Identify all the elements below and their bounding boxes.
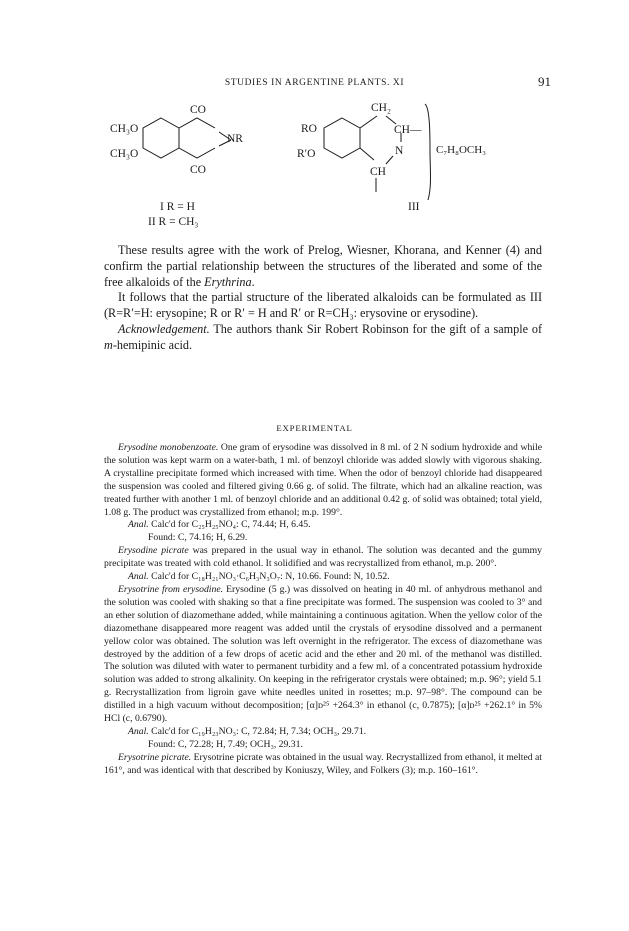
body-text: [104, 243, 542, 354]
erythrina-genus: Erythrina: [204, 274, 252, 289]
paragraph-structure: It follows that the partial structure of the liberated alkaloids can be formulated as III (R=R′=H: erysopine; R or R′ = H and R′ or R=CH₃: erysovine or erysodine).: [104, 290, 542, 321]
running-head: STUDIES IN ARGENTINE PLANTS. XI: [224, 78, 405, 88]
experimental-section: [104, 442, 542, 778]
left-top-co: CO: [190, 104, 206, 116]
structures-svg: [108, 96, 528, 256]
legend-iii: III: [408, 201, 420, 213]
right-side-chain: C₇H₈OCH₃: [436, 144, 487, 156]
structure-iii: [297, 102, 486, 213]
anal-2: Anal. Calc'd for C₁₈H₂₁NO₃·C₆H₃N₃O₇: N, 10.66. Found: N, 10.52.: [128, 571, 390, 583]
structure-i-ii: [110, 104, 243, 228]
left-benzene-ring: [143, 118, 179, 158]
anal-3: Anal. Calc'd for C₁₉H₂₃NO₃: C, 72.84; H, 7.34; OCH₃, 29.71.: [128, 725, 367, 737]
right-ch: CH—: [394, 124, 422, 136]
left-bottom-co: CO: [190, 164, 206, 176]
right-hetero-ring: [360, 116, 377, 128]
right-r-prime-o: R′O: [297, 148, 316, 160]
monobenzoate-paragraph: Erysodine monobenzoate. One gram of erysodine was dissolved in 8 ml. of 2 N sodium hydroxide and while the solution was kept warm on a water-bath, 1 ml. of benzoyl chloride was added slowly with vigorous shaking. A crystalline precipitate formed which increased with time. When the odor of benzoyl chloride had disappeared the suspension was cooled and filtered giving 0.66 g. of solid. The filtrate, which had an alkaline reaction, was treated further with another 1 ml. of benzoyl chloride and an additional 0.42 g. of solid was obtained; total yield, 1.08 g. The product was crystallized from ethanol; m.p. 199°.: [104, 442, 542, 518]
right-n: N: [395, 145, 404, 157]
page-number: 91: [538, 74, 551, 89]
paragraph-results: These results agree with the work of Prelog, Wiesner, Khorana, and Kenner (4) and confirm the partial relationship between the structures of the liberated and some of the free alkaloids of the Erythrina.: [104, 243, 542, 289]
erysotrine-paragraph: Erysotrine from erysodine. Erysodine (5 g.) was dissolved on heating in 40 ml. of anhydrous methanol and the solution was cooled with shaking so that a fine precipitate was formed. The suspension was cooled to 3° and an ether solution of diazomethane added, while maintaining a continuous agitation. When the yellow color of the diazomethane disappeared more reagent was added until the crystals of erysodine dissolved and a permanent yellow color was obtained. The solution was left overnight in the refrigerator. The excess of diazomethane was destroyed by the addition of a few drops of acetic acid and the ether and 20 ml. of the methanol was distilled. The solution was diluted with water to permanent turbidity and a few ml. of a concentrated potassium hydroxide solution was added to strong alkalinity. On keeping in the refrigerator crystals were obtained; m.p. 96°; yield 5.1 g. Recrystallization from ligroin gave white needles united in rosettes; m.p. 97–98°. The compound can be distilled in a high vacuum without decomposition; [α]ᴅ²⁵ +264.3° in ethanol (c, 0.7875); [α]ᴅ²⁵ +262.1° in 5% HCl (c, 0.6790).: [104, 583, 542, 725]
left-och3-1: CH₃O: [110, 123, 139, 135]
experimental-heading: EXPERIMENTAL: [276, 423, 353, 433]
left-imide-ring: [179, 118, 215, 128]
left-nr: NR: [227, 133, 243, 145]
right-benzene-ring: [324, 118, 360, 158]
right-ro: RO: [301, 123, 317, 135]
right-bracket: [425, 104, 431, 200]
paragraph-acknowledgement: Acknowledgement. The authors thank Sir Robert Robinson for the gift of a sample of m-hemipinic acid.: [104, 321, 542, 352]
picrate-paragraph: Erysodine picrate was prepared in the usual way in ethanol. The solution was decanted and the gummy precipitate was treated with cold ethanol. It solidified and was recrystallized from ethanol, m.p. 200°.: [104, 545, 542, 570]
legend-i: I R = H: [160, 201, 195, 213]
left-och3-2: CH₃O: [110, 148, 139, 160]
right-ch2: CH₂: [371, 102, 391, 114]
right-bottom-ch: CH: [370, 166, 386, 178]
erysotrine-picrate-paragraph: Erysotrine picrate. Erysotrine picrate was obtained in the usual way. Recrystallized from ethanol, it melted at 161°, and was identical with that described by Koniuszy, Wiley, and Folkers (3); m.p. 160–161°.: [104, 751, 543, 776]
legend-ii: II R = CH₃: [148, 216, 199, 228]
found-3: Found: C, 72.28; H, 7.49; OCH₃, 29.31.: [148, 738, 303, 750]
found-1: Found: C, 74.16; H, 6.29.: [148, 532, 248, 544]
anal-1: Anal. Calc'd for C₂₅H₂₅NO₄: C, 74.44; H, 6.45.: [128, 519, 311, 531]
chemical-structures: [108, 96, 528, 256]
